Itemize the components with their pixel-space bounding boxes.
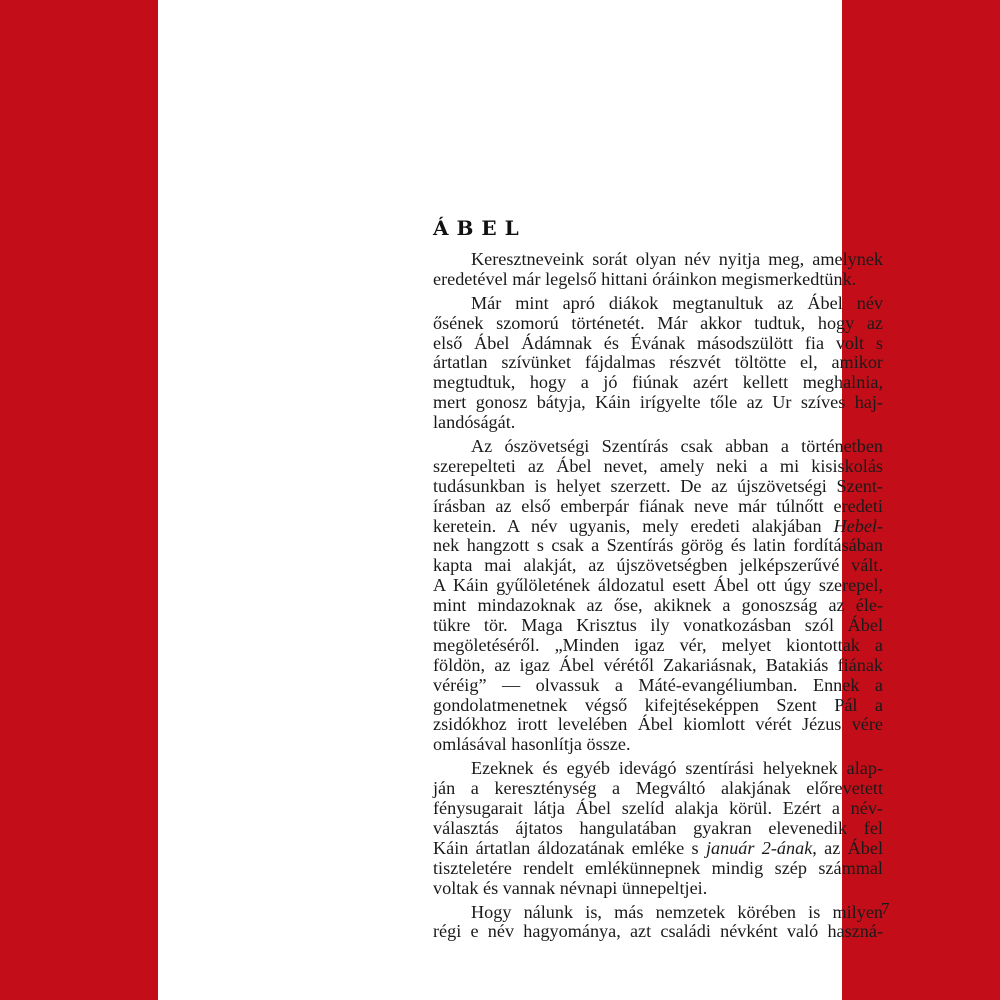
text-line: tükre tör. Maga Krisztus ily vonatkozásban szól Ábel [433, 615, 883, 636]
text-line: landóságát. [433, 412, 516, 433]
text-line: Keresztneveink sorát olyan név nyitja meg, amelynek [471, 249, 883, 269]
text-line: tiszteletére rendelt emlékünnepnek mindig szép számmal [433, 857, 883, 878]
text-line: véréig” — olvassuk a Máté-evangéliumban. Ennek a [433, 674, 883, 695]
body-text [433, 250, 883, 942]
text-line: Az ószövetségi Szentírás csak abban a történetben [471, 436, 883, 457]
text-line: régi e név hagyománya, azt családi névként való haszná- [433, 921, 883, 942]
text-line: földön, az igaz Ábel vérétől Zakariásnak, Batakiás fiának [433, 654, 883, 675]
text-line [433, 517, 883, 537]
text-line: első Ábel Ádámnak és Évának másodszülött fia volt s [433, 332, 883, 353]
text-line: A Káin gyűlöletének áldozatul esett Ábel ott úgy szerepel, [433, 575, 883, 596]
text-line-segment: Káin ártatlan áldozatának emléke s [433, 837, 699, 858]
text-line: ján a kereszténység a Megváltó alakjának előrevetett [433, 778, 883, 799]
text-line: mint mindazoknak az őse, akiknek a gonoszság az éle- [433, 595, 883, 616]
text-line: tudásunkban is helyet szerzett. De az újszövetségi Szent- [433, 475, 883, 496]
text-line: ősének szomorú történetét. Már akkor tudtuk, hogy az [433, 312, 883, 333]
italic-date: január 2-ának [705, 837, 813, 858]
text-line: írásban az első emberpár fiának neve már túlnőtt eredeti [433, 495, 883, 516]
text-line: omlásával hasonlítja össze. [433, 734, 631, 755]
text-line: Hogy nálunk is, más nemzetek körében is milyen [471, 901, 883, 922]
text-line: megöletéséről. „Minden igaz vér, melyet kiontottak a [433, 634, 883, 655]
text-line: fénysugarait látja Ábel szelíd alakja körül. Ezért a név- [433, 798, 883, 819]
text-line: kapta mai alakját, az újszövetségben jelképszerűvé vált. [433, 555, 883, 576]
text-line-segment: , az Ábel [812, 837, 883, 858]
text-line: mert gonosz bátyja, Káin irígyelte tőle az Ur szíves haj- [433, 392, 883, 413]
text-line: megtudtuk, hogy a jó fiúnak azért kellett meghalnia, [433, 372, 883, 393]
text-line: eredetével már legelső hittani óráinkon megismerkedtünk. [433, 268, 857, 289]
chapter-title: ÁBEL [433, 216, 527, 240]
text-line: zsidókhoz irott levelében Ábel kiomlott vérét Jézus vére [433, 714, 883, 735]
text-line: szerepelteti az Ábel nevet, amely neki a mi kisiskolás [433, 455, 883, 476]
text-line: nek hangzott s csak a Szentírás görög és latin fordításában [433, 535, 883, 556]
text-line: Ezeknek és egyéb idevágó szentírási helyeknek alap- [471, 758, 883, 779]
page-number: 7 [881, 899, 890, 918]
text-line: gondolatmenetnek végső kifejtéseképpen Szent Pál a [433, 694, 883, 715]
text-line: Már mint apró diákok megtanultuk az Ábel név [471, 292, 883, 313]
book-page [158, 0, 890, 1000]
italic-word: Hebel- [833, 515, 884, 536]
text-line-segment: keretein. A név ugyanis, mely eredeti alakjában [433, 515, 822, 536]
text-line [433, 839, 883, 859]
left-red-band [0, 0, 158, 1000]
text-line: ártatlan szívünket fájdalmas részvét töltötte el, amikor [433, 352, 883, 373]
text-line: választás ájtatos hangulatában gyakran elevenedik fel [433, 817, 883, 838]
text-line: voltak és vannak névnapi ünnepeltjei. [433, 877, 708, 898]
